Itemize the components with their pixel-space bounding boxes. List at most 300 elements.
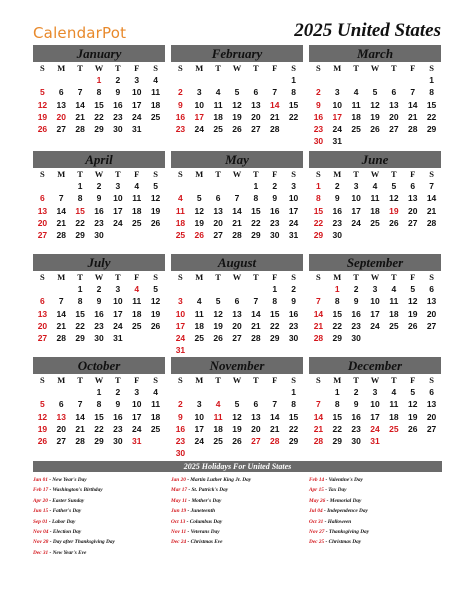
weekday-label: F: [134, 375, 140, 385]
empty-cell: [265, 447, 284, 459]
day-cell: 7: [77, 87, 83, 98]
logo: CalendarPot: [33, 24, 127, 42]
day-cell: 8: [96, 399, 102, 410]
day-cell: 20: [426, 411, 437, 422]
day-cell: 13: [232, 308, 242, 319]
day-cell: 31: [332, 136, 342, 147]
holiday-item: Feb 17 - Washington's Birthday: [33, 487, 103, 494]
day-cell: 10: [288, 193, 299, 204]
day-cell: 25: [194, 332, 204, 343]
month-grid: [309, 62, 441, 147]
day-cell: 5: [40, 399, 45, 410]
day-cell: 19: [389, 205, 399, 216]
day-cell: 12: [370, 99, 380, 110]
empty-cell: [209, 283, 228, 295]
month-name: October: [33, 357, 165, 374]
day-cell: 19: [213, 320, 223, 331]
holiday-date: May 11: [171, 497, 188, 504]
day-cell: 20: [213, 217, 223, 228]
day-cell: 5: [410, 387, 416, 398]
day-cell: 4: [391, 387, 397, 398]
day-cell: 28: [251, 332, 261, 343]
day-cell: 31: [175, 345, 186, 356]
holiday-date: Jan 20: [171, 477, 186, 483]
month-grid: [33, 62, 165, 135]
day-cell: 15: [332, 411, 342, 422]
day-cell: 24: [332, 123, 342, 134]
weekday-label: S: [316, 169, 321, 179]
day-cell: 14: [269, 411, 280, 422]
weekday-label: W: [94, 375, 104, 385]
holiday-name: Tax Day: [328, 487, 347, 494]
day-cell: 13: [426, 296, 437, 307]
day-cell: 8: [77, 296, 83, 307]
day-cell: 12: [37, 411, 48, 422]
day-cell: 25: [131, 320, 142, 331]
day-cell: 22: [288, 111, 299, 122]
empty-cell: [228, 180, 247, 192]
day-cell: 24: [113, 320, 123, 331]
day-cell: 21: [313, 423, 324, 434]
day-cell: 25: [213, 435, 223, 446]
day-cell: 24: [131, 111, 142, 122]
weekday-label: F: [272, 375, 278, 385]
empty-cell: [146, 123, 165, 135]
day-cell: 11: [132, 193, 142, 204]
empty-cell: [422, 229, 441, 241]
day-cell: 1: [334, 284, 340, 295]
month-july: [33, 254, 165, 344]
day-cell: 2: [115, 75, 121, 86]
day-cell: 14: [426, 193, 437, 204]
weekday-label: T: [353, 375, 359, 385]
day-cell: 23: [113, 111, 123, 122]
month-grid: [33, 168, 165, 241]
day-cell: 14: [56, 205, 66, 216]
day-cell: 24: [194, 435, 204, 446]
day-cell: 14: [251, 308, 261, 319]
day-cell: 6: [410, 181, 416, 192]
weekday-label: W: [232, 63, 242, 73]
day-cell: 2: [316, 87, 321, 98]
weekday-label: T: [77, 63, 83, 73]
day-cell: 29: [288, 435, 299, 446]
day-cell: 18: [351, 111, 361, 122]
empty-cell: [422, 435, 441, 447]
weekday-label: W: [232, 375, 242, 385]
day-cell: 23: [351, 320, 361, 331]
day-cell: 17: [370, 411, 380, 422]
month-september: [309, 254, 441, 344]
day-cell: 1: [429, 75, 434, 86]
day-cell: 23: [313, 123, 324, 134]
day-cell: 4: [134, 284, 140, 295]
day-cell: 24: [113, 217, 123, 228]
day-cell: 17: [113, 205, 123, 216]
weekday-label: W: [94, 272, 104, 282]
day-cell: 24: [288, 217, 299, 228]
weekday-label: W: [232, 169, 242, 179]
day-cell: 23: [175, 123, 186, 134]
empty-cell: [190, 180, 209, 192]
weekday-label: T: [215, 272, 221, 282]
day-cell: 28: [313, 435, 324, 446]
weekday-label: S: [429, 63, 434, 73]
weekday-label: S: [178, 272, 183, 282]
day-cell: 1: [96, 75, 102, 86]
day-cell: 11: [351, 99, 361, 110]
weekday-label: T: [391, 63, 397, 73]
day-cell: 30: [332, 229, 342, 240]
weekday-label: T: [353, 169, 359, 179]
day-cell: 13: [426, 399, 437, 410]
day-cell: 7: [316, 296, 321, 307]
day-cell: 15: [332, 308, 342, 319]
weekday-label: S: [316, 375, 321, 385]
day-cell: 8: [429, 87, 434, 98]
day-cell: 5: [153, 181, 158, 192]
empty-cell: [309, 386, 328, 398]
day-cell: 30: [351, 332, 361, 343]
day-cell: 2: [96, 181, 102, 192]
holiday-item: Nov 28 - Day after Thanksgiving Day: [33, 539, 115, 546]
day-cell: 17: [175, 320, 186, 331]
day-cell: 11: [213, 99, 223, 110]
day-cell: 8: [291, 87, 296, 98]
month-grid: [309, 271, 441, 344]
day-cell: 20: [251, 111, 261, 122]
day-cell: 10: [131, 399, 142, 410]
empty-cell: [52, 386, 71, 398]
holiday-date: Apr 20: [33, 497, 48, 504]
day-cell: 18: [150, 411, 161, 422]
day-cell: 18: [150, 99, 161, 110]
day-cell: 13: [56, 411, 66, 422]
empty-cell: [403, 74, 422, 86]
month-august: [171, 254, 303, 356]
day-cell: 18: [389, 308, 399, 319]
day-cell: 7: [58, 193, 64, 204]
day-cell: 2: [115, 387, 121, 398]
weekday-label: S: [291, 272, 296, 282]
holiday-name: St. Patrick's Day: [191, 487, 229, 494]
weekday-label: T: [77, 169, 83, 179]
day-cell: 20: [426, 308, 437, 319]
empty-cell: [108, 229, 127, 241]
day-cell: 16: [113, 99, 123, 110]
holiday-date: Apr 15: [309, 487, 324, 494]
weekday-label: S: [153, 63, 158, 73]
day-cell: 22: [288, 423, 299, 434]
empty-cell: [52, 283, 71, 295]
empty-cell: [384, 74, 403, 86]
day-cell: 28: [56, 229, 66, 240]
day-cell: 1: [334, 387, 340, 398]
holiday-item: Nov 11 - Veterans Day: [171, 528, 220, 535]
empty-cell: [209, 74, 228, 86]
weekday-label: T: [77, 375, 83, 385]
day-cell: 28: [75, 435, 85, 446]
day-cell: 10: [131, 87, 142, 98]
day-cell: 20: [389, 111, 399, 122]
empty-cell: [190, 283, 209, 295]
holiday-item: Jan 20 - Martin Luther King Jr. Day: [171, 477, 252, 483]
weekday-label: T: [253, 272, 259, 282]
holiday-date: Feb 14: [309, 477, 325, 483]
day-cell: 18: [194, 320, 204, 331]
day-cell: 16: [94, 205, 104, 216]
holiday-date: Feb 17: [33, 487, 49, 494]
empty-cell: [146, 435, 165, 447]
weekday-label: S: [153, 169, 158, 179]
holiday-name: Columbus Day: [189, 518, 223, 525]
day-cell: 23: [94, 217, 104, 228]
holiday-date: Mar 17: [171, 487, 188, 494]
holiday-date: Dec 25: [309, 539, 325, 546]
holiday-name: Father's Day: [52, 508, 82, 515]
month-name: March: [309, 45, 441, 62]
holiday-item: Dec 24 - Christmas Eve: [171, 539, 223, 546]
day-cell: 18: [213, 111, 223, 122]
day-cell: 3: [372, 387, 378, 398]
day-cell: 2: [272, 181, 278, 192]
day-cell: 30: [288, 332, 299, 343]
day-cell: 21: [75, 111, 85, 122]
holiday-name: Christmas Eve: [190, 539, 223, 546]
day-cell: 11: [389, 296, 399, 307]
day-cell: 2: [353, 284, 359, 295]
day-cell: 27: [232, 332, 242, 343]
day-cell: 18: [370, 205, 380, 216]
day-cell: 30: [175, 448, 186, 459]
holiday-date: Oct 13: [171, 518, 186, 525]
weekday-label: F: [410, 63, 416, 73]
day-cell: 24: [175, 332, 186, 343]
empty-cell: [228, 447, 247, 459]
day-cell: 16: [351, 411, 361, 422]
day-cell: 14: [232, 205, 242, 216]
day-cell: 17: [131, 411, 142, 422]
weekday-label: M: [57, 169, 66, 179]
holiday-item: Oct 31 - Halloween: [309, 518, 352, 525]
day-cell: 23: [288, 320, 299, 331]
weekday-label: S: [429, 375, 434, 385]
day-cell: 22: [426, 111, 437, 122]
weekday-label: M: [195, 169, 204, 179]
holiday-item: Apr 20 - Easter Sunday: [33, 497, 85, 504]
day-cell: 17: [370, 308, 380, 319]
day-cell: 6: [234, 296, 240, 307]
day-cell: 31: [288, 229, 299, 240]
day-cell: 30: [351, 435, 361, 446]
day-cell: 20: [251, 423, 261, 434]
month-october: [33, 357, 165, 447]
day-cell: 7: [234, 193, 240, 204]
day-cell: 11: [132, 296, 142, 307]
day-cell: 3: [196, 399, 202, 410]
day-cell: 10: [194, 411, 204, 422]
day-cell: 3: [291, 181, 296, 192]
day-cell: 9: [272, 193, 278, 204]
day-cell: 5: [391, 181, 397, 192]
empty-cell: [228, 386, 247, 398]
day-cell: 28: [56, 332, 66, 343]
weekday-label: S: [291, 375, 296, 385]
day-cell: 4: [215, 399, 221, 410]
day-cell: 8: [272, 296, 278, 307]
day-cell: 11: [213, 411, 223, 422]
empty-cell: [146, 332, 165, 344]
day-cell: 26: [213, 332, 223, 343]
weekday-label: F: [272, 169, 278, 179]
day-cell: 16: [351, 308, 361, 319]
holiday-name: Independence Day: [327, 508, 368, 515]
day-cell: 1: [291, 75, 296, 86]
day-cell: 21: [313, 320, 324, 331]
day-cell: 6: [429, 387, 434, 398]
day-cell: 12: [407, 296, 418, 307]
weekday-label: S: [178, 375, 183, 385]
month-name: January: [33, 45, 165, 62]
day-cell: 10: [370, 399, 380, 410]
day-cell: 11: [151, 399, 161, 410]
day-cell: 22: [251, 217, 261, 228]
day-cell: 27: [426, 423, 437, 434]
day-cell: 27: [37, 332, 48, 343]
day-cell: 20: [37, 217, 48, 228]
day-cell: 29: [75, 229, 85, 240]
day-cell: 18: [213, 423, 223, 434]
weekday-label: S: [429, 169, 434, 179]
day-cell: 29: [426, 123, 437, 134]
empty-cell: [33, 74, 52, 86]
day-cell: 25: [131, 217, 142, 228]
day-cell: 17: [351, 205, 361, 216]
day-cell: 27: [389, 123, 399, 134]
day-cell: 24: [351, 217, 361, 228]
day-cell: 30: [269, 229, 280, 240]
day-cell: 27: [213, 229, 223, 240]
day-cell: 11: [175, 205, 185, 216]
empty-cell: [265, 74, 284, 86]
weekday-label: S: [40, 375, 45, 385]
empty-cell: [366, 74, 385, 86]
day-cell: 13: [407, 193, 418, 204]
empty-cell: [403, 135, 422, 147]
day-cell: 10: [113, 296, 123, 307]
empty-cell: [309, 74, 328, 86]
day-cell: 12: [232, 411, 242, 422]
holiday-item: Nov 04 - Election Day: [33, 528, 82, 535]
holiday-name: Halloween: [327, 518, 352, 525]
day-cell: 21: [407, 111, 418, 122]
day-cell: 6: [253, 399, 259, 410]
empty-cell: [284, 447, 303, 459]
day-cell: 8: [77, 193, 83, 204]
day-cell: 19: [150, 308, 161, 319]
holiday-date: Jun 15: [33, 508, 49, 515]
day-cell: 9: [316, 99, 321, 110]
day-cell: 15: [313, 205, 324, 216]
day-cell: 7: [58, 296, 64, 307]
day-cell: 3: [372, 284, 378, 295]
day-cell: 17: [131, 99, 142, 110]
day-cell: 15: [94, 411, 104, 422]
day-cell: 21: [232, 217, 242, 228]
holiday-name: Thanksgiving Day: [328, 528, 370, 535]
day-cell: 3: [334, 87, 340, 98]
day-cell: 17: [194, 111, 204, 122]
day-cell: 21: [426, 205, 437, 216]
day-cell: 7: [316, 399, 321, 410]
day-cell: 25: [150, 111, 161, 122]
day-cell: 27: [37, 229, 48, 240]
day-cell: 27: [251, 435, 261, 446]
day-cell: 4: [372, 181, 378, 192]
holiday-item: Sep 01 - Labor Day: [33, 518, 76, 525]
day-cell: 15: [75, 205, 85, 216]
day-cell: 17: [194, 423, 204, 434]
day-cell: 26: [150, 320, 161, 331]
day-cell: 9: [353, 296, 359, 307]
day-cell: 6: [215, 193, 221, 204]
weekday-label: T: [115, 272, 121, 282]
day-cell: 15: [426, 99, 437, 110]
day-cell: 13: [213, 205, 223, 216]
day-cell: 9: [178, 99, 183, 110]
day-cell: 7: [410, 87, 416, 98]
holiday-name: Juneteenth: [190, 508, 216, 515]
empty-cell: [52, 180, 71, 192]
day-cell: 25: [389, 423, 399, 434]
empty-cell: [384, 135, 403, 147]
empty-cell: [246, 344, 265, 356]
empty-cell: [190, 386, 209, 398]
day-cell: 16: [175, 423, 186, 434]
day-cell: 9: [96, 296, 102, 307]
empty-cell: [366, 332, 385, 344]
day-cell: 29: [75, 332, 85, 343]
holiday-item: Jan 01 - New Year's Day: [33, 477, 87, 483]
month-name: February: [171, 45, 303, 62]
day-cell: 28: [269, 123, 280, 134]
day-cell: 29: [313, 229, 324, 240]
holiday-date: Oct 31: [309, 518, 324, 525]
weekday-label: T: [215, 169, 221, 179]
day-cell: 18: [131, 308, 142, 319]
day-cell: 21: [269, 111, 280, 122]
day-cell: 30: [313, 136, 324, 147]
weekday-label: T: [253, 63, 259, 73]
day-cell: 19: [37, 423, 48, 434]
day-cell: 22: [332, 320, 342, 331]
empty-cell: [33, 283, 52, 295]
day-cell: 7: [253, 296, 259, 307]
weekday-label: M: [57, 63, 66, 73]
day-cell: 30: [94, 332, 104, 343]
day-cell: 2: [96, 284, 102, 295]
day-cell: 6: [429, 284, 434, 295]
empty-cell: [190, 447, 209, 459]
day-cell: 15: [288, 99, 299, 110]
empty-cell: [347, 229, 366, 241]
day-cell: 19: [407, 411, 418, 422]
day-cell: 25: [213, 123, 223, 134]
day-cell: 18: [389, 411, 399, 422]
empty-cell: [228, 344, 247, 356]
weekday-label: S: [178, 63, 183, 73]
empty-cell: [71, 386, 90, 398]
